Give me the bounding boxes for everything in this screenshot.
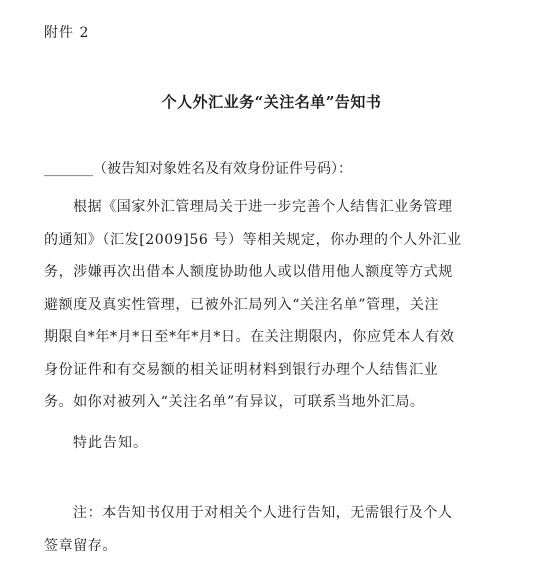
document-title: 个人外汇业务“关注名单”告知书: [161, 93, 382, 111]
salutation-line: _______（被告知对象姓名及有效身份证件号码）：: [44, 161, 352, 177]
note-paragraph: [44, 502, 514, 567]
note-line: 注：本告知书仅用于对相关个人进行告知，无需银行及个人: [73, 505, 453, 521]
body-line: 避额度及真实性管理，已被外汇局列入“关注名单”管理，关注: [44, 296, 440, 313]
attachment-label: 附件 2: [44, 25, 90, 41]
body-line: 务，涉嫌再次出借本人额度协助他人或以借用他人额度等方式规: [44, 264, 453, 280]
closing-line: 特此告知。: [73, 435, 148, 451]
note-line: 签章留存。: [44, 537, 117, 554]
body-line: 务。如你对被列入“关注名单”有异议，可联系当地外汇局。: [44, 394, 425, 410]
body-line: 的通知》（汇发[2009]56 号）等相关规定，你办理的个人外汇业: [44, 231, 462, 248]
body-line: 期限自*年*月*日至*年*月*日。在关注期限内，你应凭本人有效: [44, 329, 455, 345]
body-paragraph: [44, 196, 514, 424]
body-line: 根据《国家外汇管理局关于进一步完善个人结售汇业务管理: [73, 199, 453, 215]
body-line: 身份证件和有交易额的相关证明材料到银行办理个人结售汇业: [44, 361, 439, 378]
